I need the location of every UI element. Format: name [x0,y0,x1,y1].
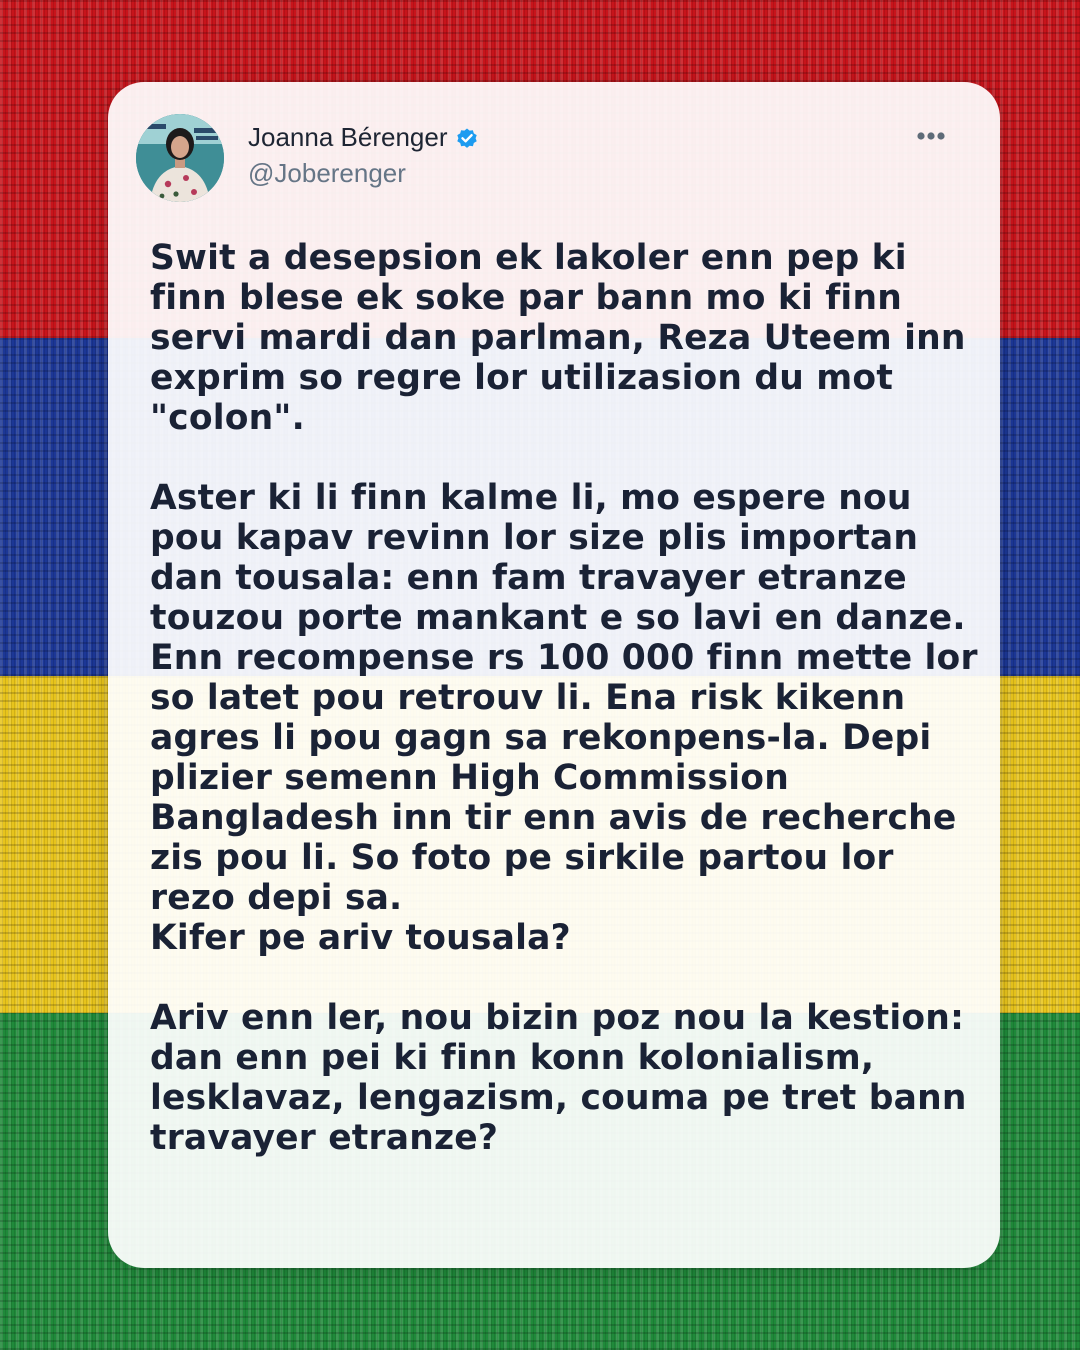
author-name[interactable]: Joanna Bérenger [248,122,448,152]
author-handle[interactable]: @Joberenger [248,158,406,188]
author-name-row [248,122,479,153]
avatar[interactable] [136,114,224,202]
tweet-body [150,238,980,1158]
tweet-paragraph-2: Aster ki li finn kalme li, mo espere nou pou kapav revinn lor size plis importan dan tousala: enn fam travayer etranze touzou porte mankant e so lavi en danze. Enn recompense rs 100 000 finn mette lor so latet pou retrouv li. Ena risk kikenn agres li pou gagn sa rekonpens-la. Depi plizier semenn High Commission Bangladesh inn tir enn avis de recherche zis pou li. So foto pe sirkile partou lor rezo depi sa. Kifer pe ariv tousala? [150,478,978,958]
more-options-icon[interactable] [914,128,948,144]
tweet-card [108,82,1000,1268]
verified-badge-icon [455,126,479,150]
tweet-paragraph-1: Swit a desepsion ek lakoler enn pep ki finn blese ek soke par bann mo ki finn servi mardi dan parlman, Reza Uteem inn exprim so regre lor utilizasion du mot "colon". [150,238,966,438]
tweet-paragraph-3: Ariv enn ler, nou bizin poz nou la kestion: dan enn pei ki finn konn kolonialism, lesklavaz, lengazism, couma pe tret bann travayer etranze? [150,998,967,1158]
avatar-photo [136,114,224,202]
